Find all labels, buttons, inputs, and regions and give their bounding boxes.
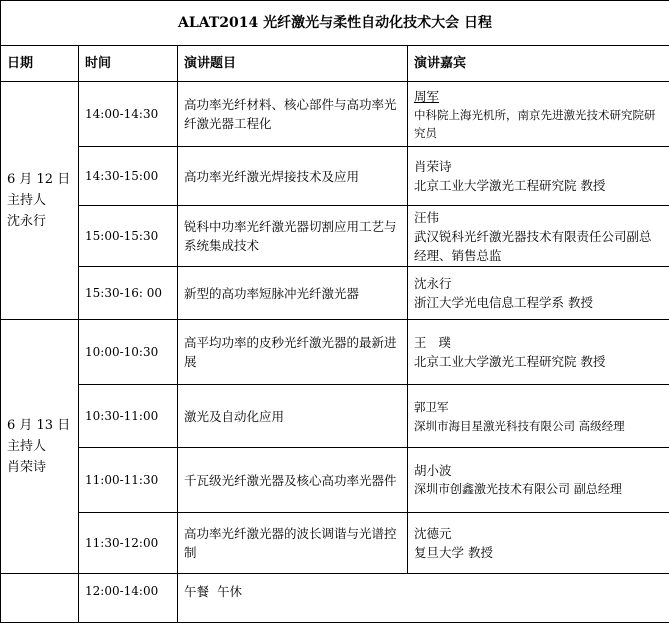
host-name: 肖荣诗 (7, 460, 46, 475)
schedule-title: ALAT2014 光纤激光与柔性自动化技术大会 日程 (1, 1, 669, 46)
table-row (1, 448, 669, 513)
session-speaker-cell (408, 82, 669, 147)
speaker-org: 复旦大学 教授 (414, 543, 663, 562)
speaker-org: 深圳市创鑫激光技术有限公司 副总经理 (414, 480, 663, 499)
speaker-org: 北京工业大学激光工程研究院 教授 (414, 176, 663, 195)
session-topic: 高功率光纤激光焊接技术及应用 (178, 147, 408, 206)
day-date: 6 月 12 日 (7, 172, 70, 187)
session-topic: 午餐 午休 (178, 574, 669, 623)
session-speaker-cell (408, 448, 669, 513)
speaker-org: 武汉锐科光纤激光器技术有限责任公司副总经理、销售总监 (414, 227, 663, 265)
speaker-name: 沈德元 (414, 524, 663, 543)
session-topic: 锐科中功率光纤激光器切割应用工艺与系统集成技术 (178, 206, 408, 267)
session-speaker-cell (408, 147, 669, 206)
session-time: 14:30-15:00 (79, 147, 178, 206)
speaker-name: 肖荣诗 (414, 157, 663, 176)
session-time: 11:00-11:30 (79, 448, 178, 513)
table-row (1, 385, 669, 448)
session-topic: 新型的高功率短脉冲光纤激光器 (178, 267, 408, 320)
header-row (1, 46, 669, 82)
session-speaker-cell (408, 206, 669, 267)
host-name: 沈永行 (7, 214, 46, 229)
speaker-name: 周军 (414, 87, 663, 106)
table-row (1, 82, 669, 147)
session-time: 10:00-10:30 (79, 320, 178, 385)
session-speaker-cell (408, 320, 669, 385)
session-topic: 激光及自动化应用 (178, 385, 408, 448)
table-row (1, 147, 669, 206)
session-topic: 高功率光纤材料、核心部件与高功率光纤激光器工程化 (178, 82, 408, 147)
speaker-org: 深圳市海目星激光科技有限公司 高级经理 (414, 417, 663, 435)
session-time: 11:30-12:00 (79, 513, 178, 574)
date-cell-day2 (1, 320, 79, 574)
speaker-org: 浙江大学光电信息工程学系 教授 (414, 293, 663, 312)
host-label: 主持人 (7, 439, 46, 454)
header-speaker: 演讲嘉宾 (408, 46, 669, 82)
session-speaker-cell (408, 385, 669, 448)
session-speaker-cell (408, 267, 669, 320)
speaker-name: 沈永行 (414, 274, 663, 293)
session-topic: 高平均功率的皮秒光纤激光器的最新进展 (178, 320, 408, 385)
table-row (1, 267, 669, 320)
speaker-name: 王 璞 (414, 333, 663, 352)
speaker-name: 汪伟 (414, 208, 663, 227)
session-topic: 千瓦级光纤激光器及核心高功率光器件 (178, 448, 408, 513)
table-row (1, 574, 669, 623)
date-cell-day1 (1, 82, 79, 320)
session-time: 12:00-14:00 (79, 574, 178, 623)
header-time: 时间 (79, 46, 178, 82)
header-date: 日期 (1, 46, 79, 82)
session-time: 14:00-14:30 (79, 82, 178, 147)
session-topic: 高功率光纤激光器的波长调谐与光谱控制 (178, 513, 408, 574)
header-topic: 演讲题目 (178, 46, 408, 82)
table-row (1, 206, 669, 267)
day-date: 6 月 13 日 (7, 418, 70, 433)
table-row (1, 320, 669, 385)
date-cell-empty (1, 574, 79, 623)
speaker-org: 北京工业大学激光工程研究院 教授 (414, 352, 663, 371)
host-label: 主持人 (7, 193, 46, 208)
session-time: 15:30-16: 00 (79, 267, 178, 320)
speaker-name: 胡小波 (414, 461, 663, 480)
speaker-org: 中科院上海光机所，南京先进激光技术研究院研究员 (414, 106, 663, 142)
speaker-name: 郭卫军 (414, 398, 663, 417)
title-row (1, 1, 669, 46)
session-speaker-cell (408, 513, 669, 574)
session-time: 10:30-11:00 (79, 385, 178, 448)
session-time: 15:00-15:30 (79, 206, 178, 267)
table-row (1, 513, 669, 574)
